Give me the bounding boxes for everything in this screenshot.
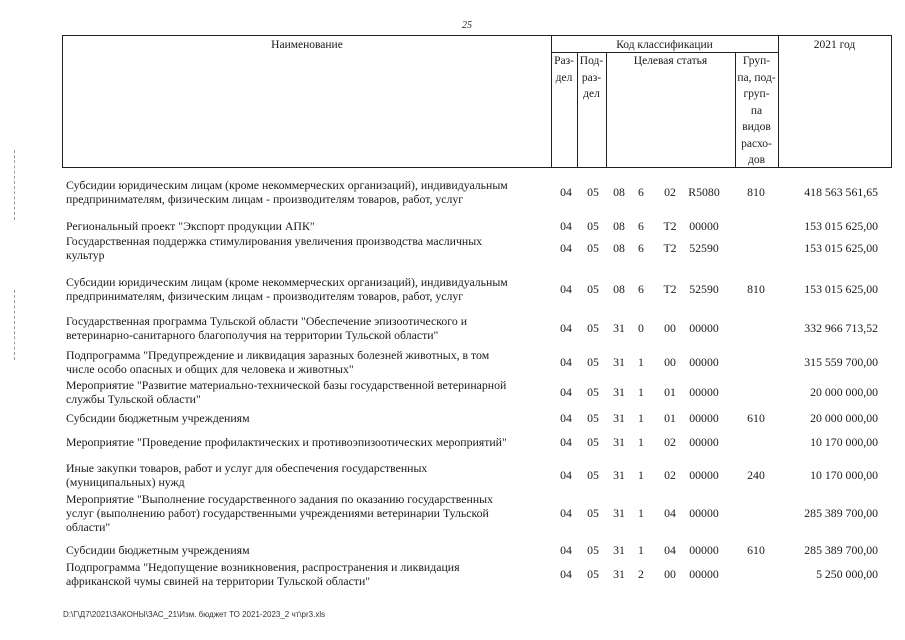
row-direction: 52590 bbox=[689, 241, 719, 255]
row-name: Подпрограмма "Недопущение возникновения, распространения и ликвидация африканской чумы свиней на территории Тульской области" bbox=[66, 560, 460, 588]
row-amount: 5 250 000,00 bbox=[816, 567, 878, 581]
row-amount: 10 170 000,00 bbox=[810, 468, 878, 482]
row-event: 00 bbox=[664, 321, 676, 335]
row-subprogram: 2 bbox=[638, 567, 644, 581]
row-razdel: 04 bbox=[560, 385, 572, 399]
row-event: 00 bbox=[664, 355, 676, 369]
divider bbox=[778, 36, 779, 167]
row-razdel: 04 bbox=[560, 219, 572, 233]
row-direction: 00000 bbox=[689, 219, 719, 233]
row-event: 02 bbox=[664, 185, 676, 199]
row-vid: 610 bbox=[747, 543, 765, 557]
row-podrazdel: 05 bbox=[587, 219, 599, 233]
row-name: Субсидии юридическим лицам (кроме некоммерческих организаций), индивидуальным предпринимателям, физическим лицам - производителям товаров, работ, услуг bbox=[66, 178, 508, 206]
row-name: Субсидии бюджетным учреждениям bbox=[66, 543, 250, 557]
header-group: Груп- па, под- груп- па видов расхо- дов bbox=[737, 55, 776, 166]
row-amount: 153 015 625,00 bbox=[804, 219, 878, 233]
row-program: 08 bbox=[613, 219, 625, 233]
row-podrazdel: 05 bbox=[587, 355, 599, 369]
row-amount: 10 170 000,00 bbox=[810, 435, 878, 449]
row-subprogram: 6 bbox=[638, 241, 644, 255]
margin-mark bbox=[14, 150, 15, 220]
row-subprogram: 1 bbox=[638, 411, 644, 425]
row-direction: 00000 bbox=[689, 411, 719, 425]
row-podrazdel: 05 bbox=[587, 506, 599, 520]
page-number: 25 bbox=[462, 20, 472, 31]
row-event: 02 bbox=[664, 435, 676, 449]
row-direction: 00000 bbox=[689, 321, 719, 335]
row-direction: 00000 bbox=[689, 567, 719, 581]
row-subprogram: 1 bbox=[638, 506, 644, 520]
row-name: Мероприятие "Развитие материально-технической базы государственной ветеринарной службы Тульской области" bbox=[66, 378, 507, 406]
header-year: 2021 год bbox=[813, 39, 856, 51]
row-name: Подпрограмма "Предупреждение и ликвидация заразных болезней животных, в том числе особо опасных и общих для человека и животных" bbox=[66, 348, 490, 376]
row-amount: 153 015 625,00 bbox=[804, 282, 878, 296]
row-name: Субсидии бюджетным учреждениям bbox=[66, 411, 250, 425]
row-program: 31 bbox=[613, 435, 625, 449]
file-path: D:\Г\Д7\2021\ЗАКОНЫ\ЗАС_21\Изм. бюджет ТО 2021-2023_2 чт\pr3.xls bbox=[63, 610, 326, 619]
row-razdel: 04 bbox=[560, 282, 572, 296]
row-razdel: 04 bbox=[560, 435, 572, 449]
header-razdel: Раз- дел bbox=[554, 55, 574, 84]
row-direction: 00000 bbox=[689, 435, 719, 449]
row-event: T2 bbox=[663, 282, 677, 296]
row-event: 01 bbox=[664, 385, 676, 399]
row-direction: 00000 bbox=[689, 385, 719, 399]
row-amount: 285 389 700,00 bbox=[804, 506, 878, 520]
row-podrazdel: 05 bbox=[587, 435, 599, 449]
header-podrazdel: Под- раз- дел bbox=[579, 55, 604, 100]
row-event: 04 bbox=[664, 506, 676, 520]
row-razdel: 04 bbox=[560, 185, 572, 199]
row-program: 31 bbox=[613, 506, 625, 520]
row-amount: 20 000 000,00 bbox=[810, 411, 878, 425]
divider bbox=[606, 53, 607, 167]
row-subprogram: 6 bbox=[638, 282, 644, 296]
row-amount: 418 563 561,65 bbox=[804, 185, 878, 199]
row-podrazdel: 05 bbox=[587, 411, 599, 425]
margin-mark bbox=[14, 290, 15, 360]
row-name: Иные закупки товаров, работ и услуг для обеспечения государственных (муниципальных) нужд bbox=[66, 461, 428, 489]
row-razdel: 04 bbox=[560, 411, 572, 425]
row-direction: 52590 bbox=[689, 282, 719, 296]
row-razdel: 04 bbox=[560, 543, 572, 557]
row-program: 31 bbox=[613, 567, 625, 581]
row-amount: 315 559 700,00 bbox=[804, 355, 878, 369]
row-vid: 810 bbox=[747, 185, 765, 199]
row-razdel: 04 bbox=[560, 468, 572, 482]
row-event: T2 bbox=[663, 241, 677, 255]
row-subprogram: 1 bbox=[638, 385, 644, 399]
row-podrazdel: 05 bbox=[587, 385, 599, 399]
row-name: Региональный проект "Экспорт продукции АПК" bbox=[66, 219, 315, 233]
row-podrazdel: 05 bbox=[587, 282, 599, 296]
row-event: 00 bbox=[664, 567, 676, 581]
row-podrazdel: 05 bbox=[587, 241, 599, 255]
row-vid: 810 bbox=[747, 282, 765, 296]
row-direction: 00000 bbox=[689, 355, 719, 369]
row-direction: 00000 bbox=[689, 543, 719, 557]
row-program: 08 bbox=[613, 185, 625, 199]
row-program: 31 bbox=[613, 468, 625, 482]
row-razdel: 04 bbox=[560, 567, 572, 581]
row-event: T2 bbox=[663, 219, 677, 233]
row-subprogram: 1 bbox=[638, 355, 644, 369]
row-direction: 00000 bbox=[689, 468, 719, 482]
row-subprogram: 1 bbox=[638, 468, 644, 482]
row-subprogram: 1 bbox=[638, 435, 644, 449]
row-subprogram: 6 bbox=[638, 219, 644, 233]
row-name: Государственная программа Тульской области "Обеспечение эпизоотического и ветеринарно-санитарного благополучия на территории Тульской области" bbox=[66, 314, 468, 342]
row-razdel: 04 bbox=[560, 355, 572, 369]
row-podrazdel: 05 bbox=[587, 185, 599, 199]
row-razdel: 04 bbox=[560, 241, 572, 255]
row-amount: 20 000 000,00 bbox=[810, 385, 878, 399]
row-vid: 240 bbox=[747, 468, 765, 482]
row-program: 31 bbox=[613, 543, 625, 557]
row-name: Государственная поддержка стимулирования увеличения производства масличных культур bbox=[66, 234, 483, 262]
row-direction: 00000 bbox=[689, 506, 719, 520]
row-program: 31 bbox=[613, 355, 625, 369]
header-name: Наименование bbox=[271, 39, 343, 51]
row-program: 31 bbox=[613, 411, 625, 425]
row-subprogram: 6 bbox=[638, 185, 644, 199]
row-name: Субсидии юридическим лицам (кроме некоммерческих организаций), индивидуальным предпринимателям, физическим лицам - производителям товаров, работ, услуг bbox=[66, 275, 508, 303]
row-event: 02 bbox=[664, 468, 676, 482]
row-podrazdel: 05 bbox=[587, 543, 599, 557]
row-program: 08 bbox=[613, 282, 625, 296]
header-target: Целевая статья bbox=[633, 55, 708, 67]
table-header bbox=[62, 35, 892, 168]
header-code: Код классификации bbox=[616, 39, 713, 51]
row-name: Мероприятие "Проведение профилактических и противоэпизоотических мероприятий" bbox=[66, 435, 507, 449]
row-amount: 332 966 713,52 bbox=[804, 321, 878, 335]
row-razdel: 04 bbox=[560, 506, 572, 520]
row-vid: 610 bbox=[747, 411, 765, 425]
row-program: 31 bbox=[613, 385, 625, 399]
row-subprogram: 0 bbox=[638, 321, 644, 335]
row-podrazdel: 05 bbox=[587, 321, 599, 335]
row-podrazdel: 05 bbox=[587, 468, 599, 482]
row-direction: R5080 bbox=[688, 185, 720, 199]
row-name: Мероприятие "Выполнение государственного задания по оказанию государственных услуг (выполнению работ) государственными учреждениями ветеринарии Тульской области" bbox=[66, 492, 493, 534]
row-event: 04 bbox=[664, 543, 676, 557]
row-razdel: 04 bbox=[560, 321, 572, 335]
row-program: 31 bbox=[613, 321, 625, 335]
row-podrazdel: 05 bbox=[587, 567, 599, 581]
row-amount: 285 389 700,00 bbox=[804, 543, 878, 557]
row-subprogram: 1 bbox=[638, 543, 644, 557]
row-event: 01 bbox=[664, 411, 676, 425]
row-amount: 153 015 625,00 bbox=[804, 241, 878, 255]
row-program: 08 bbox=[613, 241, 625, 255]
